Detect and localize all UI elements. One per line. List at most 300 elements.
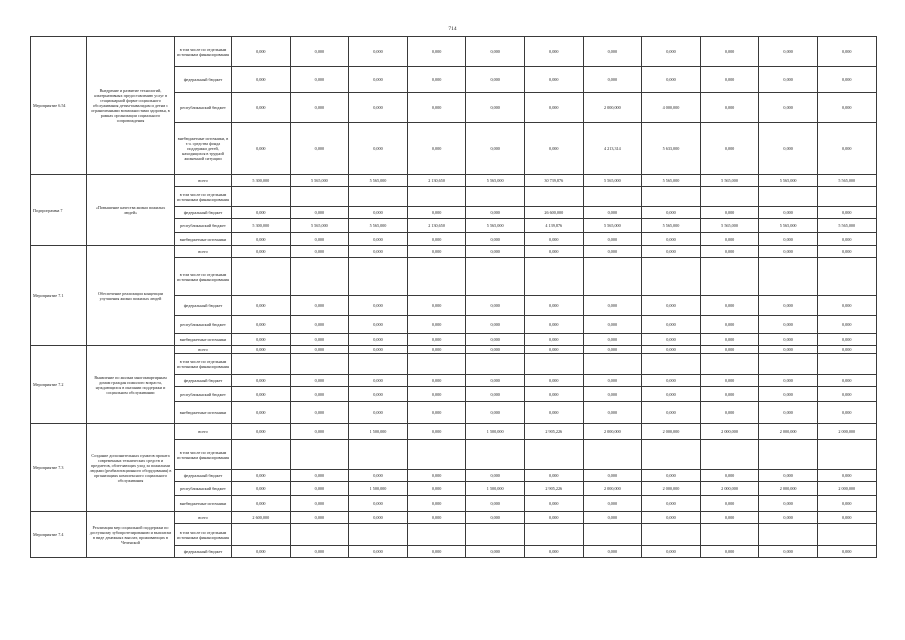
amount-cell: 0,000 xyxy=(817,334,876,346)
funding-source-cell: в том числе по отдельным источникам финансирования xyxy=(175,354,232,375)
amount-cell: 0,000 xyxy=(290,67,349,93)
amount-cell xyxy=(583,258,642,296)
amount-cell: 0,000 xyxy=(817,496,876,512)
event-name-cell: Мероприятие 7.1 xyxy=(31,246,87,346)
amount-cell: 2 000,000 xyxy=(817,482,876,496)
amount-cell: 0,000 xyxy=(524,346,583,354)
amount-cell: 0,000 xyxy=(466,316,525,334)
amount-cell: 0,000 xyxy=(700,512,759,524)
amount-cell: 5 565,000 xyxy=(642,175,701,187)
amount-cell: 0,000 xyxy=(759,316,818,334)
amount-cell xyxy=(407,354,466,375)
amount-cell: 0,000 xyxy=(759,207,818,219)
amount-cell: 0,000 xyxy=(407,387,466,402)
amount-cell: 0,000 xyxy=(583,316,642,334)
amount-cell: 0,000 xyxy=(407,37,466,67)
amount-cell xyxy=(349,187,408,207)
amount-cell: 0,000 xyxy=(232,316,291,334)
amount-cell: 0,000 xyxy=(407,546,466,558)
amount-cell: 0,000 xyxy=(642,334,701,346)
amount-cell: 0,000 xyxy=(759,375,818,387)
amount-cell: 0,000 xyxy=(642,37,701,67)
amount-cell: 4 139,876 xyxy=(524,219,583,233)
amount-cell: 0,000 xyxy=(466,246,525,258)
amount-cell: 0,000 xyxy=(524,546,583,558)
amount-cell: 2 000,000 xyxy=(583,93,642,123)
funding-source-cell: республиканский бюджет xyxy=(175,219,232,233)
amount-cell xyxy=(583,187,642,207)
amount-cell: 0,000 xyxy=(642,512,701,524)
page-number: 714 xyxy=(448,26,457,32)
amount-cell: 0,000 xyxy=(407,470,466,482)
amount-cell: 0,000 xyxy=(466,296,525,316)
amount-cell: 0,000 xyxy=(466,496,525,512)
financing-table xyxy=(30,36,877,558)
event-description-cell: Внедрение и развитие технологий, альтернативных предоставлению услуг в стационарной форме социального обслуживания детям-инвалидам и детям с ограниченными возможностями здоровья, в рамках организации социального сопровождения xyxy=(87,37,175,175)
amount-cell: 0,000 xyxy=(817,546,876,558)
amount-cell: 0,000 xyxy=(290,123,349,175)
amount-cell xyxy=(349,440,408,470)
amount-cell xyxy=(642,187,701,207)
amount-cell: 0,000 xyxy=(290,470,349,482)
amount-cell xyxy=(524,524,583,546)
funding-source-cell: республиканский бюджет xyxy=(175,482,232,496)
amount-cell: 0,000 xyxy=(700,346,759,354)
funding-source-cell: внебюджетные источники xyxy=(175,496,232,512)
amount-cell: 5 565,000 xyxy=(817,175,876,187)
amount-cell xyxy=(290,354,349,375)
amount-cell: 0,000 xyxy=(466,512,525,524)
amount-cell: 0,000 xyxy=(407,123,466,175)
amount-cell: 2 000,000 xyxy=(817,424,876,440)
amount-cell: 0,000 xyxy=(583,296,642,316)
amount-cell: 0,000 xyxy=(583,207,642,219)
amount-cell: 0,000 xyxy=(349,233,408,246)
amount-cell xyxy=(290,187,349,207)
amount-cell: 0,000 xyxy=(759,246,818,258)
amount-cell: 1 500,000 xyxy=(349,482,408,496)
amount-cell: 0,000 xyxy=(407,334,466,346)
amount-cell: 0,000 xyxy=(349,67,408,93)
amount-cell: 0,000 xyxy=(642,375,701,387)
amount-cell: 0,000 xyxy=(817,512,876,524)
amount-cell: 0,000 xyxy=(817,296,876,316)
amount-cell xyxy=(232,258,291,296)
amount-cell: 0,000 xyxy=(407,246,466,258)
table-row xyxy=(31,346,877,354)
amount-cell: 0,000 xyxy=(700,316,759,334)
amount-cell: 0,000 xyxy=(290,334,349,346)
funding-source-cell: республиканский бюджет xyxy=(175,93,232,123)
amount-cell: 0,000 xyxy=(232,93,291,123)
amount-cell xyxy=(232,440,291,470)
amount-cell xyxy=(524,440,583,470)
amount-cell: 0,000 xyxy=(524,496,583,512)
amount-cell: 2 000,000 xyxy=(642,424,701,440)
amount-cell: 5 565,000 xyxy=(349,175,408,187)
amount-cell: 0,000 xyxy=(232,402,291,424)
amount-cell: 2 000,000 xyxy=(759,482,818,496)
amount-cell: 0,000 xyxy=(583,334,642,346)
amount-cell xyxy=(700,258,759,296)
funding-source-cell: в том числе по отдельным источникам финансирования xyxy=(175,37,232,67)
amount-cell xyxy=(524,258,583,296)
amount-cell: 0,000 xyxy=(759,296,818,316)
amount-cell: 0,000 xyxy=(466,346,525,354)
funding-source-cell: внебюджетные источники, в т.ч. средства фонда поддержки детей, находящихся в трудной жизненной ситуации xyxy=(175,123,232,175)
amount-cell: 0,000 xyxy=(759,233,818,246)
amount-cell: 0,000 xyxy=(466,546,525,558)
amount-cell: 0,000 xyxy=(290,246,349,258)
amount-cell: 1 500,000 xyxy=(349,424,408,440)
funding-source-cell: всего xyxy=(175,175,232,187)
event-name-cell: Подпрограмма 7 xyxy=(31,175,87,246)
amount-cell: 0,000 xyxy=(700,470,759,482)
amount-cell: 0,000 xyxy=(817,246,876,258)
funding-source-cell: в том числе по отдельным источникам финансирования xyxy=(175,524,232,546)
amount-cell: 0,000 xyxy=(524,296,583,316)
amount-cell: 0,000 xyxy=(817,123,876,175)
amount-cell: 0,000 xyxy=(524,402,583,424)
amount-cell: 5 565,000 xyxy=(583,219,642,233)
amount-cell: 0,000 xyxy=(583,470,642,482)
amount-cell: 0,000 xyxy=(642,233,701,246)
amount-cell: 0,000 xyxy=(232,334,291,346)
amount-cell: 0,000 xyxy=(232,296,291,316)
amount-cell xyxy=(524,354,583,375)
amount-cell: 0,000 xyxy=(349,207,408,219)
amount-cell: 0,000 xyxy=(407,67,466,93)
amount-cell: 0,000 xyxy=(407,402,466,424)
amount-cell: 0,000 xyxy=(759,123,818,175)
event-description-cell: Реализация мер социальной поддержки по доступному зубопротезированию и выплатам в виде денежных выплат, проживающих в Чеченской xyxy=(87,512,175,558)
funding-source-cell: всего xyxy=(175,424,232,440)
amount-cell xyxy=(349,524,408,546)
event-name-cell: Мероприятие 6.54 xyxy=(31,37,87,175)
amount-cell: 0,000 xyxy=(583,496,642,512)
funding-source-cell: федеральный бюджет xyxy=(175,296,232,316)
amount-cell: 1 500,000 xyxy=(466,424,525,440)
amount-cell: 0,000 xyxy=(290,316,349,334)
amount-cell xyxy=(407,258,466,296)
amount-cell xyxy=(407,187,466,207)
funding-source-cell: в том числе по отдельным источникам финансирования xyxy=(175,258,232,296)
amount-cell: 0,000 xyxy=(290,424,349,440)
amount-cell: 0,000 xyxy=(232,207,291,219)
amount-cell: 5 565,000 xyxy=(700,175,759,187)
amount-cell: 0,000 xyxy=(583,233,642,246)
amount-cell: 0,000 xyxy=(583,67,642,93)
funding-source-cell: федеральный бюджет xyxy=(175,375,232,387)
amount-cell: 0,000 xyxy=(232,375,291,387)
amount-cell: 0,000 xyxy=(466,123,525,175)
amount-cell: 0,000 xyxy=(407,375,466,387)
funding-source-cell: всего xyxy=(175,512,232,524)
amount-cell xyxy=(407,524,466,546)
amount-cell: 0,000 xyxy=(817,387,876,402)
amount-cell: 0,000 xyxy=(817,470,876,482)
amount-cell: 0,000 xyxy=(759,334,818,346)
amount-cell xyxy=(700,354,759,375)
amount-cell: 0,000 xyxy=(759,496,818,512)
amount-cell: 0,000 xyxy=(700,496,759,512)
amount-cell: 0,000 xyxy=(642,496,701,512)
amount-cell: 0,000 xyxy=(349,402,408,424)
amount-cell: 0,000 xyxy=(642,387,701,402)
amount-cell: 0,000 xyxy=(349,334,408,346)
amount-cell: 0,000 xyxy=(349,37,408,67)
amount-cell: 0,000 xyxy=(583,375,642,387)
amount-cell: 5 565,000 xyxy=(290,219,349,233)
amount-cell: 2 905,226 xyxy=(524,482,583,496)
funding-source-cell: федеральный бюджет xyxy=(175,546,232,558)
amount-cell: 0,000 xyxy=(232,233,291,246)
amount-cell: 0,000 xyxy=(817,207,876,219)
amount-cell: 0,000 xyxy=(583,346,642,354)
amount-cell: 0,000 xyxy=(232,424,291,440)
amount-cell xyxy=(232,524,291,546)
amount-cell: 0,000 xyxy=(700,67,759,93)
amount-cell: 0,000 xyxy=(290,546,349,558)
amount-cell: 0,000 xyxy=(466,37,525,67)
amount-cell: 0,000 xyxy=(524,512,583,524)
amount-cell: 0,000 xyxy=(466,387,525,402)
amount-cell: 0,000 xyxy=(642,546,701,558)
amount-cell: 0,000 xyxy=(407,482,466,496)
amount-cell: 0,000 xyxy=(524,93,583,123)
amount-cell: 0,000 xyxy=(407,207,466,219)
amount-cell: 0,000 xyxy=(466,207,525,219)
amount-cell xyxy=(466,258,525,296)
amount-cell: 0,000 xyxy=(466,375,525,387)
amount-cell xyxy=(642,354,701,375)
amount-cell: 0,000 xyxy=(759,37,818,67)
amount-cell: 26 600,000 xyxy=(524,207,583,219)
amount-cell: 5 565,000 xyxy=(349,219,408,233)
funding-source-cell: в том числе по отдельным источникам финансирования xyxy=(175,440,232,470)
amount-cell: 0,000 xyxy=(349,123,408,175)
amount-cell: 0,000 xyxy=(759,402,818,424)
amount-cell: 0,000 xyxy=(349,375,408,387)
amount-cell: 5 565,000 xyxy=(642,219,701,233)
amount-cell: 2 000,000 xyxy=(700,482,759,496)
amount-cell: 0,000 xyxy=(524,246,583,258)
amount-cell xyxy=(817,524,876,546)
amount-cell: 0,000 xyxy=(524,233,583,246)
amount-cell xyxy=(232,187,291,207)
amount-cell: 0,000 xyxy=(290,496,349,512)
amount-cell xyxy=(642,440,701,470)
amount-cell: 0,000 xyxy=(642,470,701,482)
amount-cell: 0,000 xyxy=(583,512,642,524)
amount-cell xyxy=(583,440,642,470)
amount-cell: 5 565,000 xyxy=(290,175,349,187)
amount-cell xyxy=(232,354,291,375)
amount-cell: 0,000 xyxy=(290,296,349,316)
amount-cell xyxy=(290,258,349,296)
amount-cell: 0,000 xyxy=(290,402,349,424)
amount-cell: 5 300,000 xyxy=(232,175,291,187)
amount-cell: 0,000 xyxy=(349,316,408,334)
financing-table-body xyxy=(31,37,877,558)
amount-cell xyxy=(700,440,759,470)
amount-cell: 0,000 xyxy=(817,346,876,354)
amount-cell xyxy=(290,440,349,470)
amount-cell: 0,000 xyxy=(290,93,349,123)
amount-cell: 0,000 xyxy=(700,93,759,123)
amount-cell: 0,000 xyxy=(642,296,701,316)
amount-cell: 0,000 xyxy=(232,470,291,482)
table-row xyxy=(31,512,877,524)
event-name-cell: Мероприятие 7.4 xyxy=(31,512,87,558)
amount-cell: 0,000 xyxy=(524,470,583,482)
amount-cell: 0,000 xyxy=(524,37,583,67)
event-description-cell: Выявление по жилым многоквартирным домам граждан пожилого возраста, нуждающихся в оказании поддержки и социальном обслуживании xyxy=(87,346,175,424)
amount-cell: 5 565,000 xyxy=(466,175,525,187)
amount-cell xyxy=(759,258,818,296)
funding-source-cell: республиканский бюджет xyxy=(175,387,232,402)
amount-cell: 0,000 xyxy=(290,482,349,496)
amount-cell: 0,000 xyxy=(349,546,408,558)
amount-cell xyxy=(759,440,818,470)
amount-cell xyxy=(759,524,818,546)
table-row xyxy=(31,37,877,67)
amount-cell xyxy=(759,354,818,375)
amount-cell: 0,000 xyxy=(349,93,408,123)
amount-cell: 0,000 xyxy=(759,470,818,482)
amount-cell: 0,000 xyxy=(524,67,583,93)
amount-cell: 0,000 xyxy=(700,375,759,387)
amount-cell: 0,000 xyxy=(407,316,466,334)
funding-source-cell: федеральный бюджет xyxy=(175,207,232,219)
amount-cell xyxy=(759,187,818,207)
amount-cell xyxy=(817,440,876,470)
funding-source-cell: внебюджетные источники xyxy=(175,233,232,246)
amount-cell: 0,000 xyxy=(817,402,876,424)
funding-source-cell: республиканский бюджет xyxy=(175,316,232,334)
amount-cell xyxy=(700,187,759,207)
amount-cell: 5 300,000 xyxy=(232,219,291,233)
amount-cell: 0,000 xyxy=(524,387,583,402)
amount-cell: 0,000 xyxy=(642,346,701,354)
table-row xyxy=(31,246,877,258)
amount-cell: 0,000 xyxy=(232,37,291,67)
amount-cell: 0,000 xyxy=(290,233,349,246)
amount-cell xyxy=(466,524,525,546)
amount-cell: 0,000 xyxy=(700,233,759,246)
event-name-cell: Мероприятие 7.3 xyxy=(31,424,87,512)
amount-cell: 4 000,000 xyxy=(642,93,701,123)
amount-cell: 0,000 xyxy=(290,346,349,354)
amount-cell: 0,000 xyxy=(232,67,291,93)
amount-cell: 0,000 xyxy=(700,402,759,424)
amount-cell: 0,000 xyxy=(700,387,759,402)
amount-cell: 0,000 xyxy=(642,402,701,424)
amount-cell: 0,000 xyxy=(232,123,291,175)
amount-cell: 0,000 xyxy=(642,207,701,219)
amount-cell: 0,000 xyxy=(524,316,583,334)
amount-cell: 0,000 xyxy=(466,67,525,93)
amount-cell xyxy=(349,258,408,296)
amount-cell xyxy=(583,354,642,375)
amount-cell: 2 000,000 xyxy=(700,424,759,440)
amount-cell: 5 633,000 xyxy=(642,123,701,175)
amount-cell: 1 500,000 xyxy=(466,482,525,496)
event-name-cell: Мероприятие 7.2 xyxy=(31,346,87,424)
amount-cell: 0,000 xyxy=(349,387,408,402)
amount-cell: 0,000 xyxy=(290,375,349,387)
amount-cell: 0,000 xyxy=(407,424,466,440)
amount-cell: 0,000 xyxy=(817,37,876,67)
amount-cell xyxy=(817,258,876,296)
amount-cell: 0,000 xyxy=(349,346,408,354)
amount-cell xyxy=(642,258,701,296)
amount-cell: 0,000 xyxy=(466,93,525,123)
amount-cell: 0,000 xyxy=(642,316,701,334)
amount-cell xyxy=(466,354,525,375)
amount-cell: 0,000 xyxy=(290,512,349,524)
amount-cell: 5 565,000 xyxy=(817,219,876,233)
amount-cell: 0,000 xyxy=(466,334,525,346)
amount-cell xyxy=(466,187,525,207)
amount-cell: 0,000 xyxy=(817,375,876,387)
amount-cell: 2 130,650 xyxy=(407,219,466,233)
funding-source-cell: федеральный бюджет xyxy=(175,67,232,93)
funding-source-cell: внебюджетные источники xyxy=(175,402,232,424)
amount-cell: 0,000 xyxy=(232,387,291,402)
amount-cell xyxy=(407,440,466,470)
amount-cell: 5 565,000 xyxy=(759,175,818,187)
table-row xyxy=(31,424,877,440)
amount-cell: 0,000 xyxy=(349,512,408,524)
amount-cell: 0,000 xyxy=(407,496,466,512)
amount-cell: 0,000 xyxy=(466,402,525,424)
amount-cell: 5 565,000 xyxy=(583,175,642,187)
amount-cell xyxy=(700,524,759,546)
amount-cell: 0,000 xyxy=(817,233,876,246)
amount-cell xyxy=(583,524,642,546)
amount-cell xyxy=(290,524,349,546)
financing-table-container xyxy=(30,36,875,558)
amount-cell: 0,000 xyxy=(759,93,818,123)
amount-cell: 0,000 xyxy=(700,37,759,67)
amount-cell: 2 600,000 xyxy=(232,512,291,524)
amount-cell: 0,000 xyxy=(232,496,291,512)
amount-cell: 5 565,000 xyxy=(700,219,759,233)
amount-cell: 0,000 xyxy=(583,387,642,402)
amount-cell: 0,000 xyxy=(232,246,291,258)
amount-cell: 2 000,000 xyxy=(583,482,642,496)
amount-cell: 30 739,876 xyxy=(524,175,583,187)
amount-cell: 0,000 xyxy=(407,233,466,246)
amount-cell: 0,000 xyxy=(349,496,408,512)
amount-cell: 0,000 xyxy=(407,512,466,524)
amount-cell: 0,000 xyxy=(232,546,291,558)
amount-cell: 2 000,000 xyxy=(583,424,642,440)
amount-cell: 0,000 xyxy=(700,296,759,316)
amount-cell xyxy=(642,524,701,546)
amount-cell: 0,000 xyxy=(524,334,583,346)
amount-cell: 0,000 xyxy=(817,67,876,93)
amount-cell: 0,000 xyxy=(524,375,583,387)
event-description-cell: Создание дополнительных пунктов проката современных технических средств и предметов, облегчающих уход за пожилыми людьми (реабилитационного оборудования) в организациях комплексного социального обслуживания xyxy=(87,424,175,512)
amount-cell: 0,000 xyxy=(583,37,642,67)
amount-cell: 2 000,000 xyxy=(759,424,818,440)
amount-cell: 0,000 xyxy=(349,296,408,316)
event-description-cell: «Повышение качества жизни пожилых людей» xyxy=(87,175,175,246)
amount-cell: 2 905,226 xyxy=(524,424,583,440)
amount-cell: 0,000 xyxy=(290,387,349,402)
